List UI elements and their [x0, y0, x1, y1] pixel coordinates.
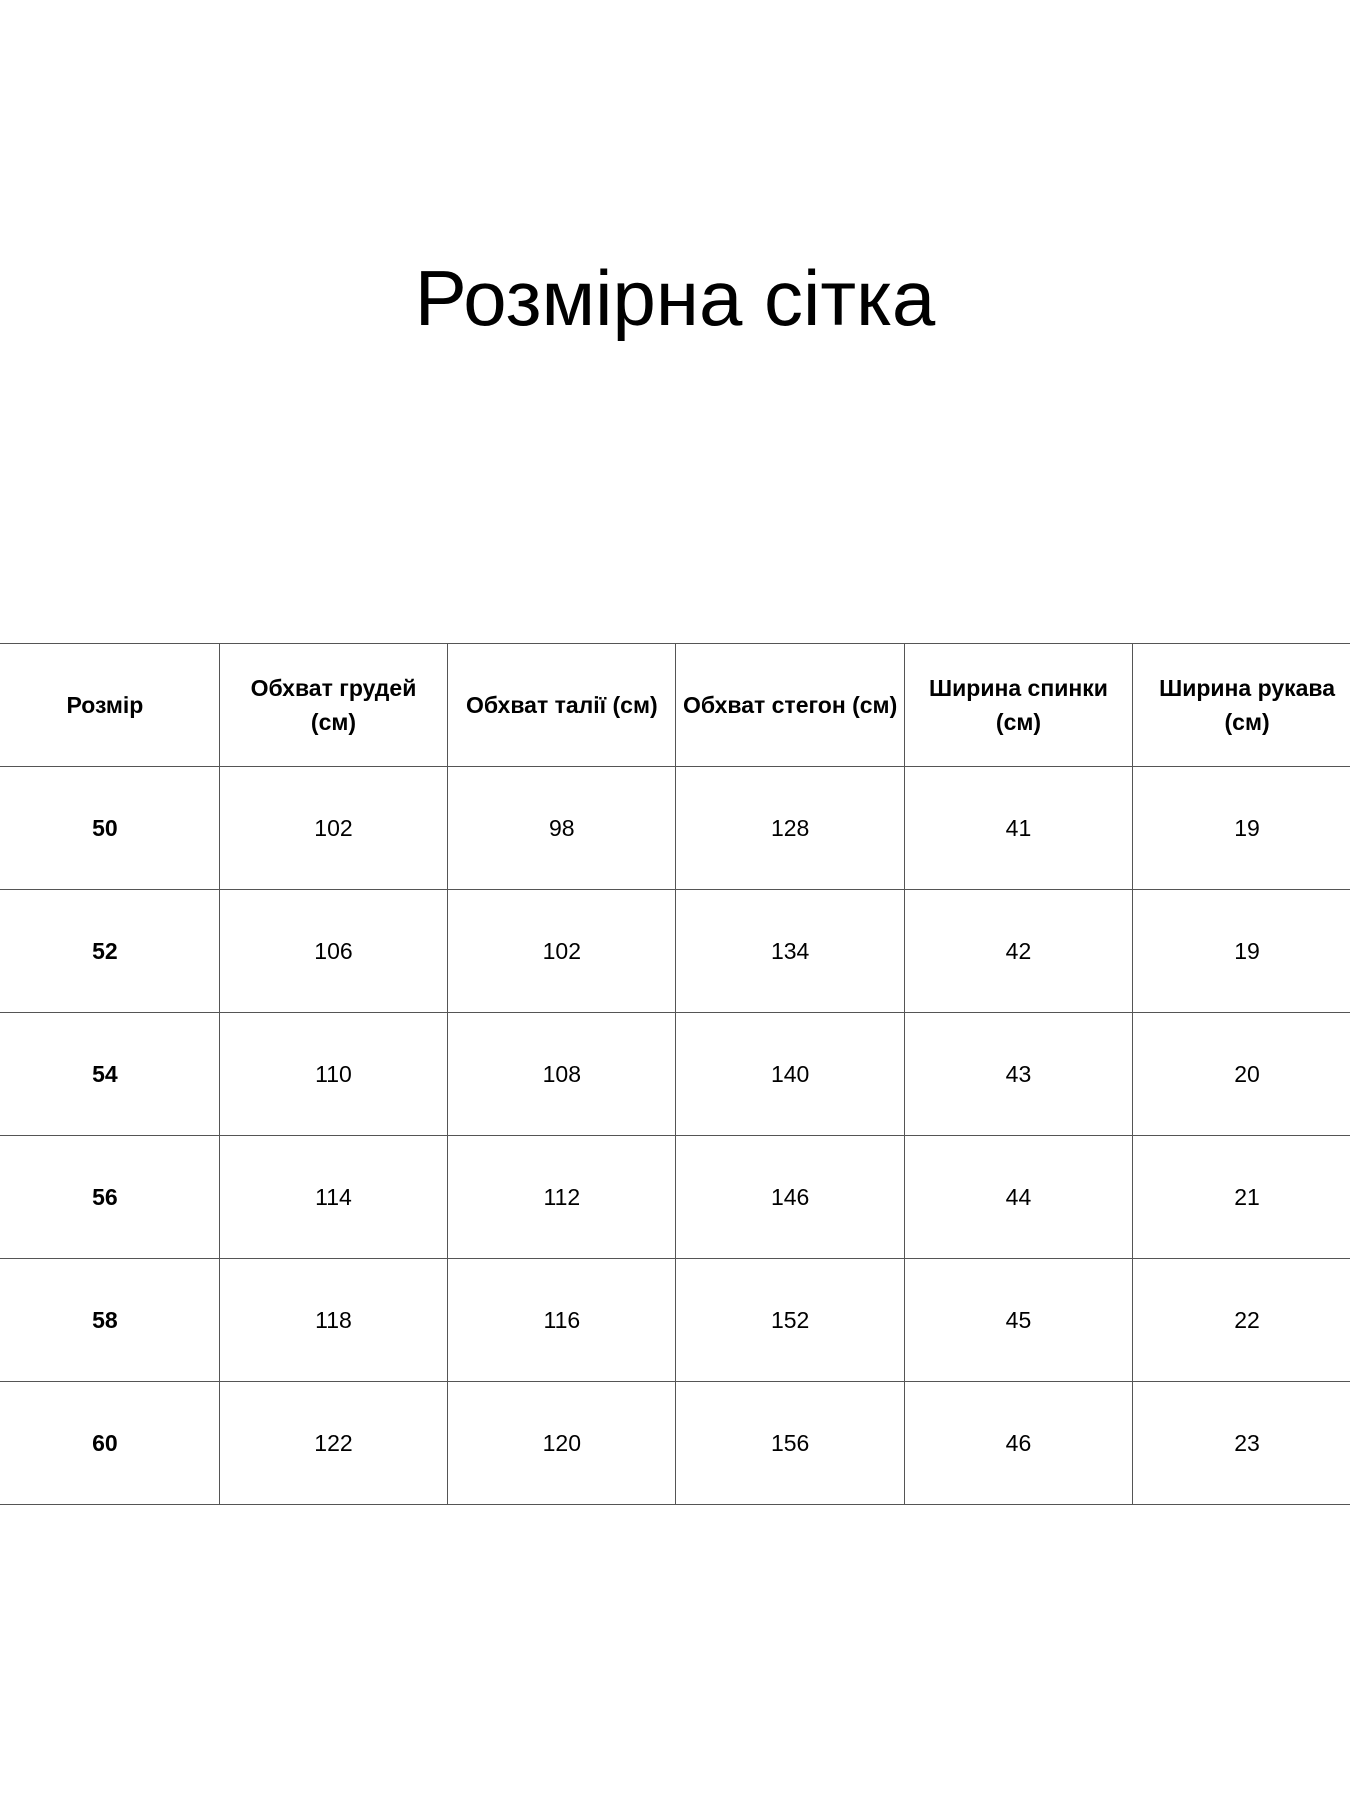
sleeve-width-value: 21 [1133, 1136, 1350, 1259]
size-value: 58 [0, 1259, 219, 1382]
sleeve-width-value: 19 [1133, 767, 1350, 890]
table-row [0, 890, 1350, 1013]
table-row [0, 1136, 1350, 1259]
hips-value: 128 [676, 767, 904, 890]
table-row [0, 1382, 1350, 1505]
waist-value: 98 [448, 767, 676, 890]
back-width-value: 41 [904, 767, 1132, 890]
waist-value: 102 [448, 890, 676, 1013]
hips-value: 146 [676, 1136, 904, 1259]
header-sleeve-width: Ширина рукава (см) [1133, 644, 1350, 767]
size-value: 60 [0, 1382, 219, 1505]
back-width-value: 43 [904, 1013, 1132, 1136]
size-value: 50 [0, 767, 219, 890]
waist-value: 116 [448, 1259, 676, 1382]
header-size: Розмір [0, 644, 219, 767]
table-row [0, 767, 1350, 890]
sleeve-width-value: 20 [1133, 1013, 1350, 1136]
size-value: 56 [0, 1136, 219, 1259]
table-row [0, 1259, 1350, 1382]
page-title: Розмірна сітка [414, 254, 936, 342]
back-width-value: 42 [904, 890, 1132, 1013]
chest-value: 102 [219, 767, 447, 890]
sleeve-width-value: 19 [1133, 890, 1350, 1013]
waist-value: 108 [448, 1013, 676, 1136]
header-waist: Обхват талії (см) [448, 644, 676, 767]
waist-value: 112 [448, 1136, 676, 1259]
waist-value: 120 [448, 1382, 676, 1505]
table-row [0, 1013, 1350, 1136]
header-back-width: Ширина спинки (см) [904, 644, 1132, 767]
size-chart-table [0, 643, 1350, 1505]
chest-value: 110 [219, 1013, 447, 1136]
back-width-value: 45 [904, 1259, 1132, 1382]
hips-value: 134 [676, 890, 904, 1013]
back-width-value: 44 [904, 1136, 1132, 1259]
hips-value: 152 [676, 1259, 904, 1382]
back-width-value: 46 [904, 1382, 1132, 1505]
table-header-row [0, 644, 1350, 767]
size-chart-table-container [0, 643, 1350, 1505]
chest-value: 114 [219, 1136, 447, 1259]
size-value: 52 [0, 890, 219, 1013]
sleeve-width-value: 23 [1133, 1382, 1350, 1505]
hips-value: 140 [676, 1013, 904, 1136]
hips-value: 156 [676, 1382, 904, 1505]
chest-value: 106 [219, 890, 447, 1013]
sleeve-width-value: 22 [1133, 1259, 1350, 1382]
chest-value: 118 [219, 1259, 447, 1382]
size-value: 54 [0, 1013, 219, 1136]
chest-value: 122 [219, 1382, 447, 1505]
header-hips: Обхват стегон (см) [676, 644, 904, 767]
header-chest: Обхват грудей (см) [219, 644, 447, 767]
